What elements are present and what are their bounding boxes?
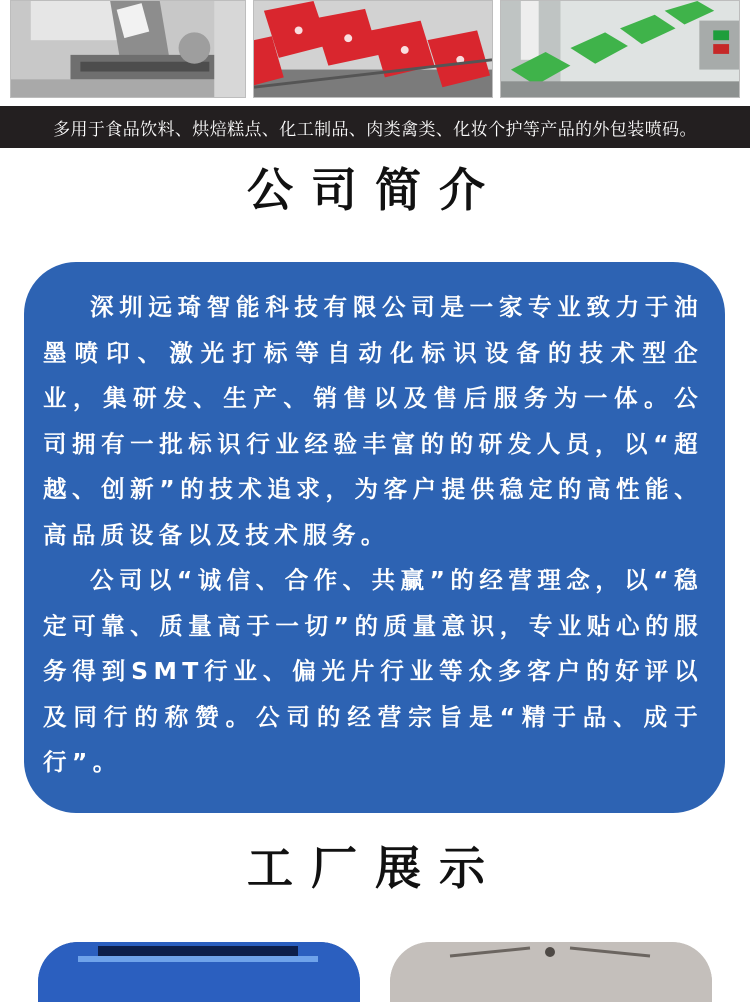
factory-photo-workshop <box>390 942 712 1002</box>
factory-display-heading: 工厂展示 <box>247 841 503 895</box>
green-packets-conveyor-photo <box>500 0 740 98</box>
company-intro-card <box>24 262 725 813</box>
usage-caption-text: 多用于食品饮料、烘焙糕点、化工制品、肉类禽类、化妆个护等产品的外包装喷码。 <box>53 119 697 140</box>
intro-paragraph: 深圳远琦智能科技有限公司是一家专业致力于油墨喷印、激光打标等自动化标识设备的技术型企业，集研发、生产、销售以及售后服务为一体。公司拥有一批标识行业经验丰富的的研发人员，以“超越、创新”的技术追求，为客户提供稳定的高性能、高品质设备以及技术服务。 <box>43 293 703 549</box>
intro-paragraph: 公司以“诚信、合作、共赢”的经营理念，以“稳定可靠、质量高于一切”的质量意识，专业贴心的服务得到SMT行业、偏光片行业等众多客户的好评以及同行的称赞。公司的经营宗旨是“精于品、成于行”。 <box>43 566 703 776</box>
company-intro-heading: 公司简介 <box>247 163 503 217</box>
usage-caption-bar <box>0 106 750 148</box>
red-packets-conveyor-photo <box>253 0 493 98</box>
packaging-machine-photo <box>10 0 246 98</box>
product-photo-strip <box>0 0 750 102</box>
factory-photo-office <box>38 942 360 1002</box>
